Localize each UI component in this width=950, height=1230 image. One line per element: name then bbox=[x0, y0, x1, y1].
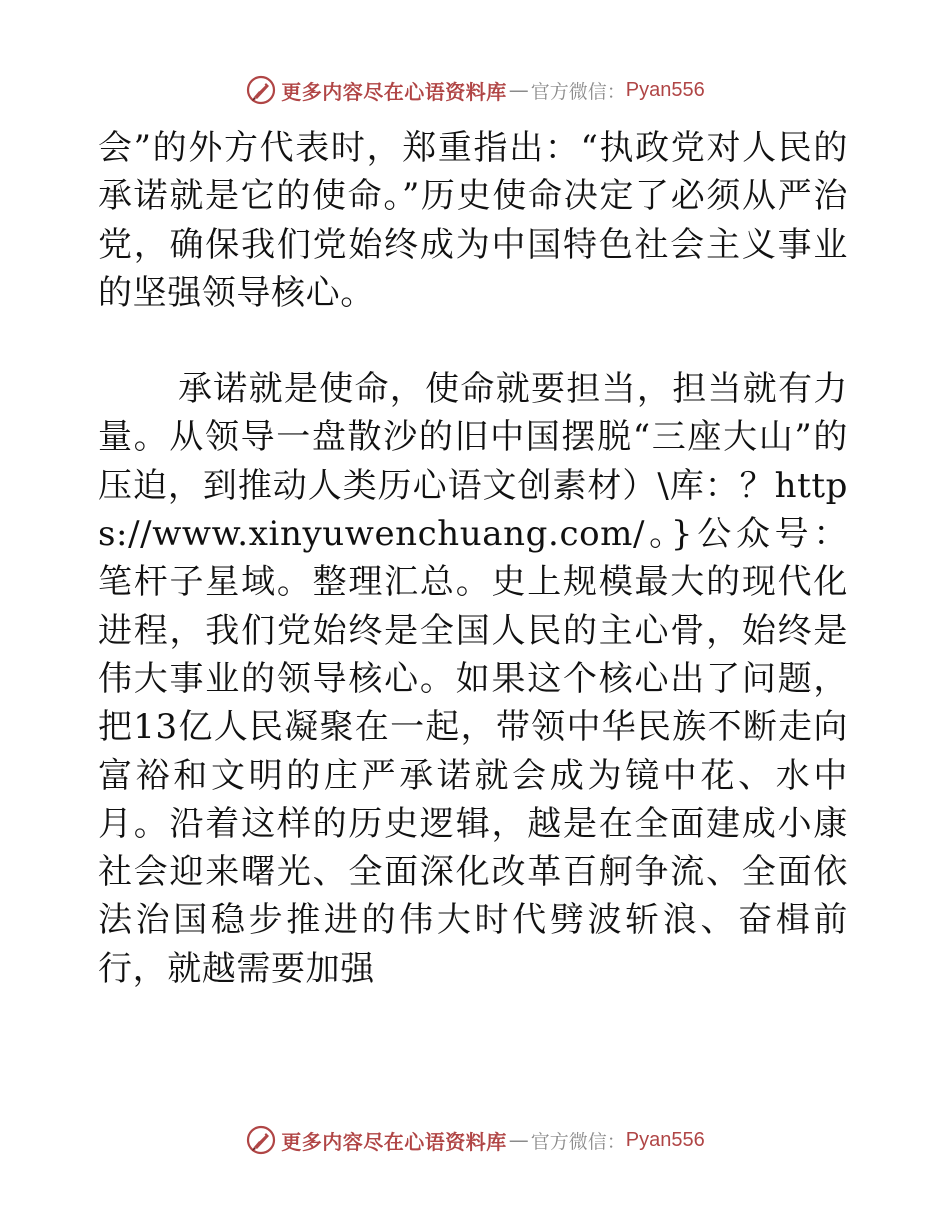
paragraph-2: 承诺就是使命，使命就要担当，担当就有力量。从领导一盘散沙的旧中国摆脱“三座大山”的压迫，到推动人类历心语文创素材）\库：？https://www.xinyuwenchuang.com/。}公众号：笔杆子星域。整理汇总。史上规模最大的现代化进程，我们党始终是全国人民的主心骨，始终是伟大事业的领导核心。如果这个核心出了问题，把13亿人民凝聚在一起，带领中华民族不断走向富裕和文明的庄严承诺就会成为镜中花、水中月。沿着这样的历史逻辑，越是在全面建成小康社会迎来曙光、全面深化改革百舸争流、全面依法治国稳步推进的伟大时代劈波斩浪、奋楫前行，就越需要加强 bbox=[98, 369, 848, 989]
banner-site-text: 更多内容尽在心语资料库 bbox=[281, 1129, 507, 1154]
quill-pen-logo-icon bbox=[245, 74, 277, 106]
footer-banner bbox=[0, 1120, 950, 1160]
banner-separator: — bbox=[508, 1128, 529, 1152]
banner-wechat-label: 官方微信： bbox=[530, 80, 626, 103]
banner-separator: — bbox=[508, 78, 529, 102]
banner-wechat-account: Pyan556 bbox=[625, 1128, 705, 1151]
document-body bbox=[98, 124, 848, 993]
banner-site-text: 更多内容尽在心语资料库 bbox=[281, 79, 507, 104]
quill-pen-logo-icon bbox=[245, 1124, 277, 1156]
banner-wechat-label: 官方微信： bbox=[530, 1130, 626, 1153]
header-banner bbox=[0, 70, 950, 110]
paragraph-1: 会”的外方代表时，郑重指出：“执政党对人民的承诺就是它的使命。”历史使命决定了必须从严治党，确保我们党始终成为中国特色社会主义事业的坚强领导核心。 bbox=[98, 128, 848, 313]
banner-wechat-account: Pyan556 bbox=[625, 78, 705, 101]
